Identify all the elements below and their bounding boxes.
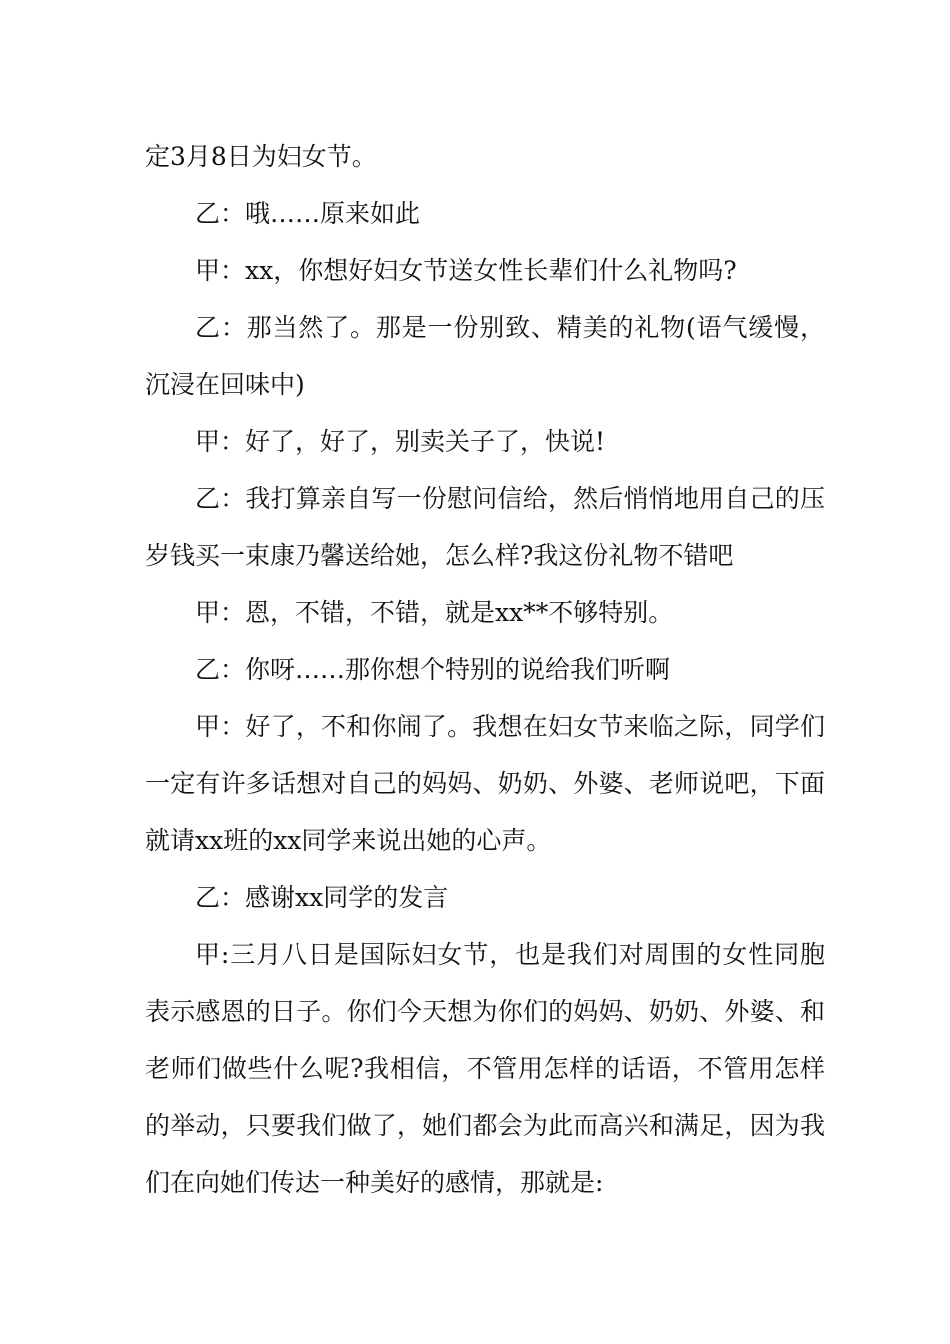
paragraph-8: 乙：你呀……那你想个特别的说给我们听啊 (195, 655, 671, 684)
paragraph-7: 甲：恩，不错，不错，就是xx**不够特别。 (195, 598, 674, 627)
paragraph-1: 定3月8日为妇女节。 (145, 142, 377, 171)
document-body (145, 128, 825, 1211)
paragraph-4: 乙：那当然了。那是一份别致、精美的礼物(语气缓慢，沉浸在回味中) (145, 313, 825, 399)
paragraph-9: 甲：好了，不和你闹了。我想在妇女节来临之际，同学们一定有许多话想对自己的妈妈、奶奶、外婆、老师说吧，下面就请xx班的xx同学来说出她的心声。 (145, 712, 825, 855)
paragraph-6: 乙：我打算亲自写一份慰问信给，然后悄悄地用自己的压岁钱买一束康乃馨送给她，怎么样?我这份礼物不错吧 (145, 484, 825, 570)
paragraph-11: 甲:三月八日是国际妇女节，也是我们对周围的女性同胞表示感恩的日子。你们今天想为你们的妈妈、奶奶、外婆、和老师们做些什么呢?我相信，不管用怎样的话语，不管用怎样的举动，只要我们做了，她们都会为此而高兴和满足，因为我们在向她们传达一种美好的感情，那就是: (145, 940, 825, 1197)
paragraph-5: 甲：好了，好了，别卖关子了，快说! (195, 427, 606, 456)
paragraph-2: 乙：哦……原来如此 (195, 199, 421, 228)
paragraph-10: 乙：感谢xx同学的发言 (195, 883, 449, 912)
paragraph-3: 甲：xx，你想好妇女节送女性长辈们什么礼物吗? (195, 256, 737, 285)
